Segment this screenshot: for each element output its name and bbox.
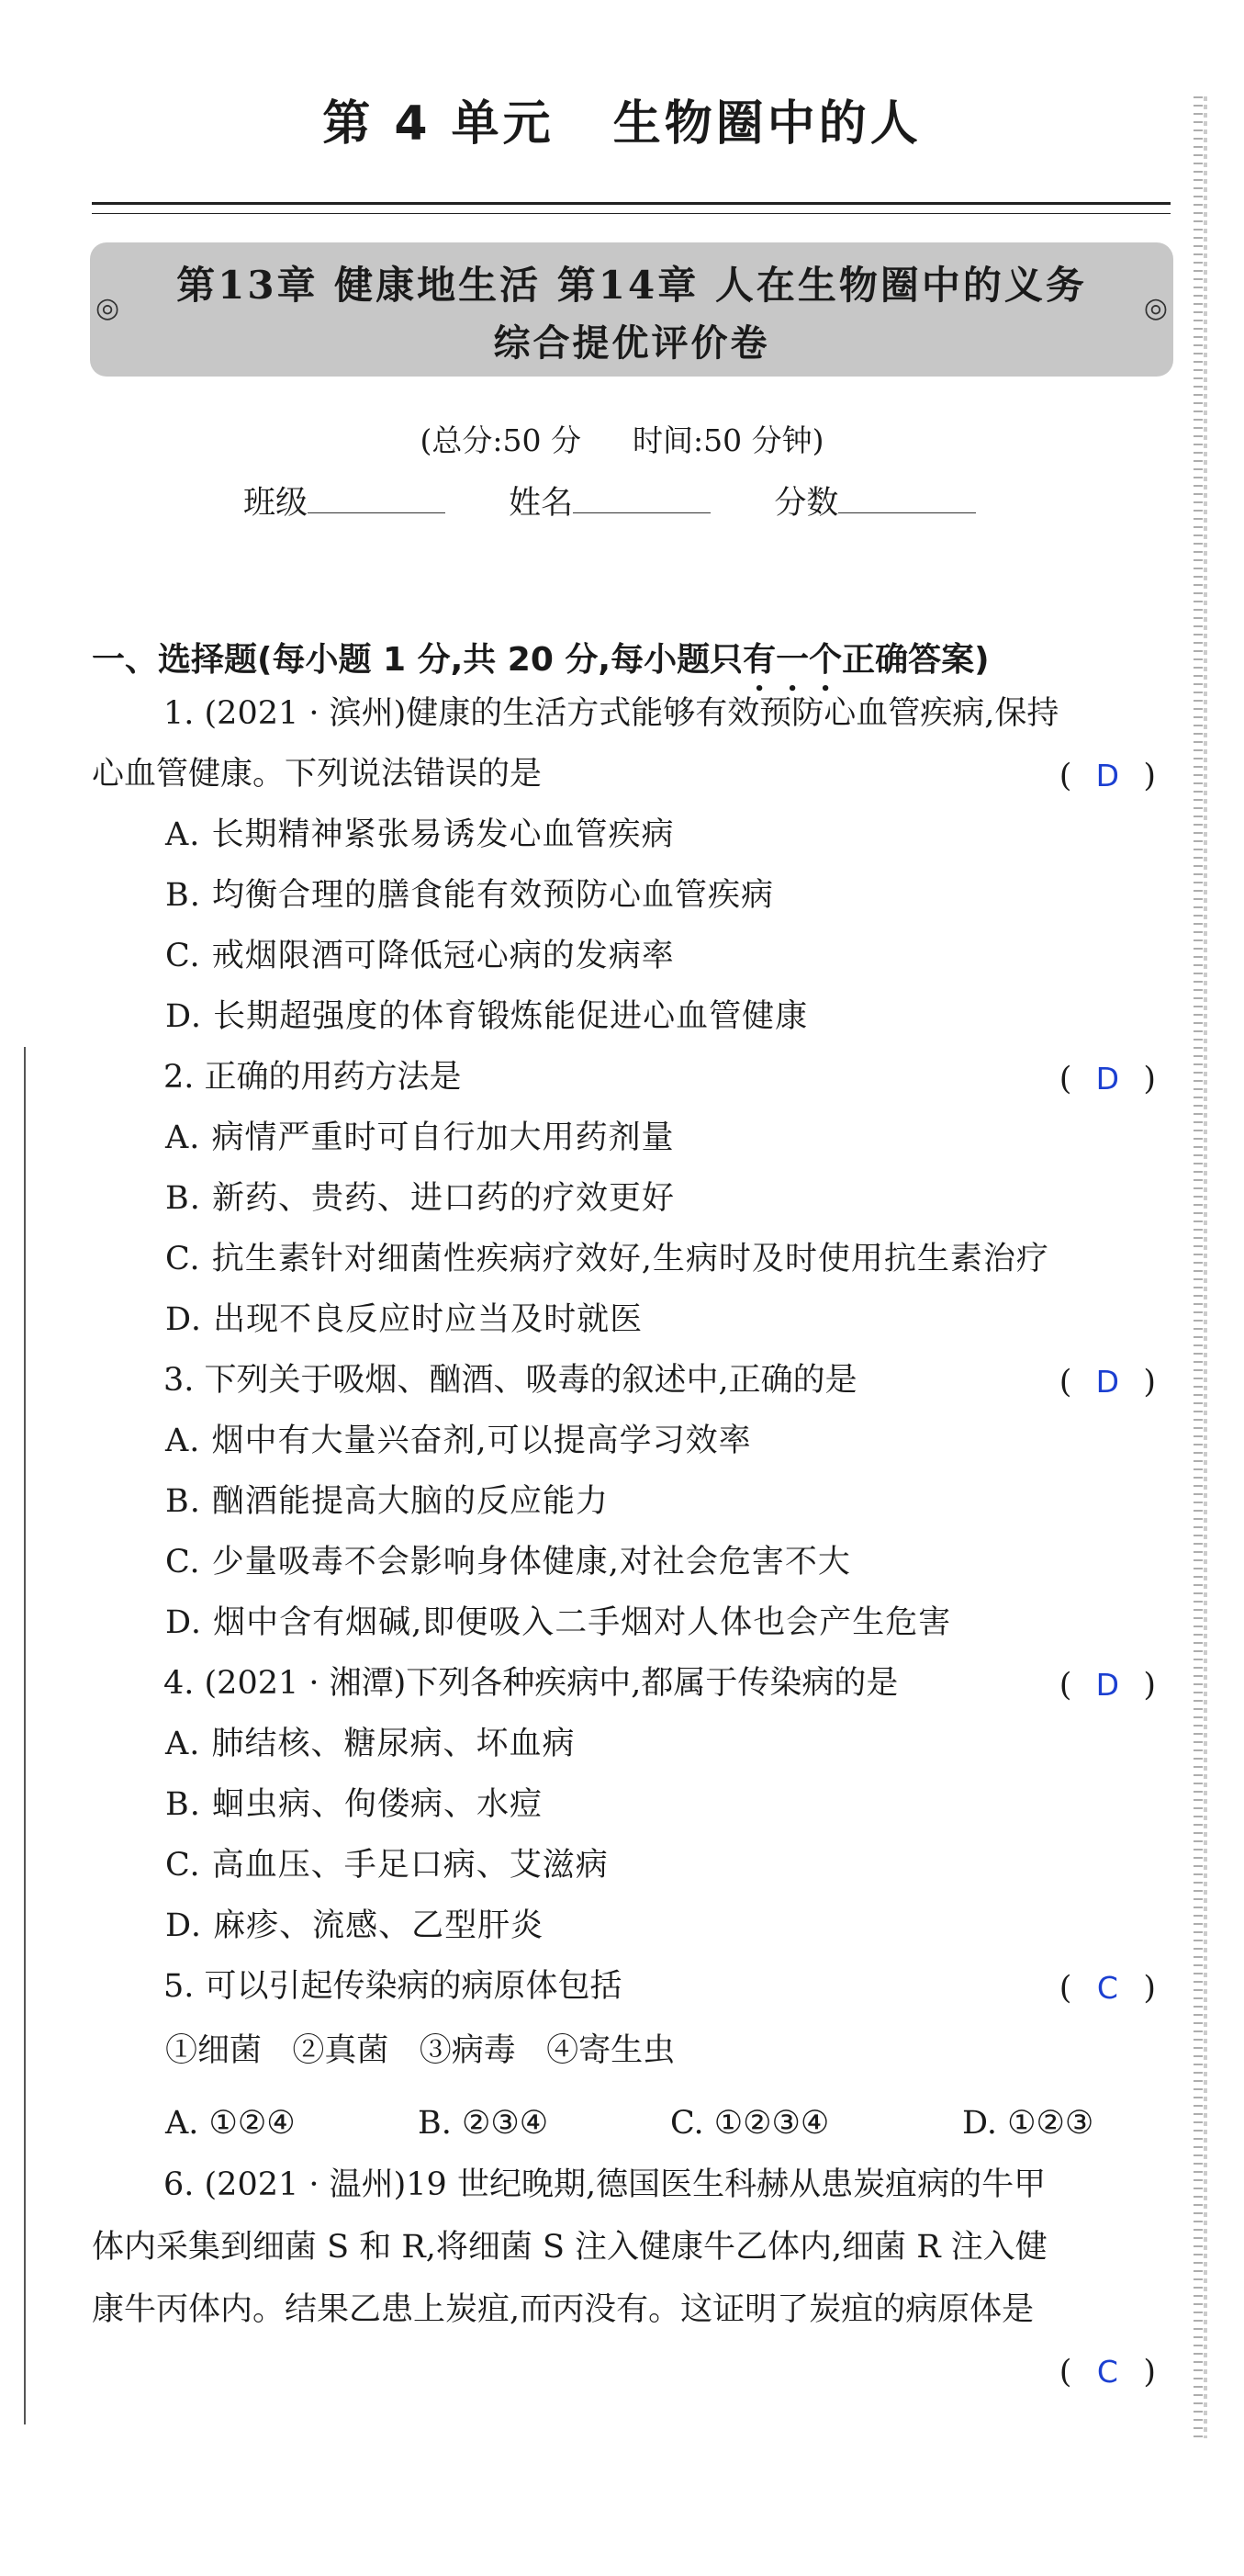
option: D. 麻疹、流感、乙型肝炎 [165,1907,544,1944]
paper-title: 综合提优评价卷 [493,321,770,365]
class-label: 班级 [243,485,308,522]
total-score: (总分:50 分 [420,422,581,458]
score-label: 分数 [774,485,839,522]
question-stem: 心血管健康。下列说法错误的是 [92,756,543,793]
answer-bracket: ( D ) [1059,1061,1156,1097]
choice: C. ①②③④ [670,2105,830,2142]
unit-number: 第 4 单元 [322,96,555,152]
answer-bracket: ( D ) [1059,1667,1156,1704]
option: A. 肺结核、糖尿病、坏血病 [165,1726,576,1762]
question-stem: 3. 下列关于吸烟、酗酒、吸毒的叙述中,正确的是 [163,1362,857,1399]
option: B. 酗酒能提高大脑的反应能力 [165,1483,609,1520]
answer-value: D [1095,758,1120,793]
unit-name: 生物圈中的人 [612,96,922,152]
option: D. 出现不良反应时应当及时就医 [165,1301,644,1338]
chapter-banner [90,242,1173,377]
unit-title [0,84,1244,153]
choice: B. ②③④ [418,2105,549,2142]
question-stem: 6. (2021 · 温州)19 世纪晚期,德国医生科赫从患炭疽病的牛甲 [163,2166,1047,2203]
question-stem: 1. (2021 · 滨州)健康的生活方式能够有效预防心血管疾病,保持 [163,695,1059,732]
question-stem: 体内采集到细菌 S 和 R,将细菌 S 注入健康牛乙体内,细菌 R 注入健 [92,2229,1048,2266]
answer-value: D [1095,1667,1120,1703]
choice: A. ①②④ [165,2105,296,2142]
answer-bracket: ( D ) [1059,1364,1156,1400]
option: C. 高血压、手足口病、艾滋病 [165,1847,609,1884]
option: A. 烟中有大量兴奋剂,可以提高学习效率 [165,1423,752,1459]
answer-bracket: ( D ) [1059,758,1156,794]
option: C. 抗生素针对细菌性疾病疗效好,生病时及时使用抗生素治疗 [165,1241,1049,1277]
class-blank[interactable] [308,485,445,513]
option: D. 烟中含有烟碱,即便吸入二手烟对人体也会产生危害 [165,1604,952,1641]
ornament-icon: ◎ [1143,292,1168,324]
option: C. 少量吸毒不会影响身体健康,对社会危害不大 [165,1544,851,1580]
option: D. 长期超强度的体育锻炼能促进心血管健康 [165,998,809,1035]
option: A. 长期精神紧张易诱发心血管疾病 [165,816,675,853]
binding-edge [1194,96,1203,2438]
chapter-title: 第13章 健康地生活 第14章 人在生物圈中的义务 [176,263,1087,308]
option: A. 病情严重时可自行加大用药剂量 [165,1119,675,1156]
section-heading: 一、选择题(每小题 1 分,共 20 分,每小题只有一个正确答案) [92,641,990,679]
score-time-info [0,417,1244,460]
binding-edge [1204,96,1207,2438]
option: B. 新药、贵药、进口药的疗效更好 [165,1180,675,1217]
question-stem: 4. (2021 · 湘潭)下列各种疾病中,都属于传染病的是 [163,1665,899,1702]
header-rule-thin [92,213,1171,214]
question-stem: 2. 正确的用药方法是 [163,1059,462,1096]
page-edge-line [24,1047,26,2424]
answer-value: D [1095,1364,1120,1400]
name-label: 姓名 [509,485,574,522]
answer-value: C [1096,1970,1118,2006]
answer-bracket: ( C ) [1059,2354,1156,2390]
header-rule-thick [92,202,1171,205]
answer-value: D [1095,1061,1120,1097]
option: B. 蛔虫病、佝偻病、水痘 [165,1786,543,1823]
time-limit: 时间:50 分钟) [633,422,824,458]
ornament-icon: ◎ [95,292,120,324]
question-stem: 康牛丙体内。结果乙患上炭疽,而丙没有。这证明了炭疽的病原体是 [92,2291,1035,2328]
name-blank[interactable] [573,485,711,513]
choice: D. ①②③ [962,2105,1094,2142]
question-stem: 5. 可以引起传染病的病原体包括 [163,1968,622,2005]
student-info-row [243,478,1029,523]
answer-bracket: ( C ) [1059,1970,1156,2007]
score-blank[interactable] [838,485,976,513]
option: C. 戒烟限酒可降低冠心病的发病率 [165,938,675,974]
answer-value: C [1096,2354,1118,2390]
pathogen-items: ①细菌 ②真菌 ③病毒 ④寄生虫 [165,2032,676,2069]
option: B. 均衡合理的膳食能有效预防心血管疾病 [165,877,774,914]
